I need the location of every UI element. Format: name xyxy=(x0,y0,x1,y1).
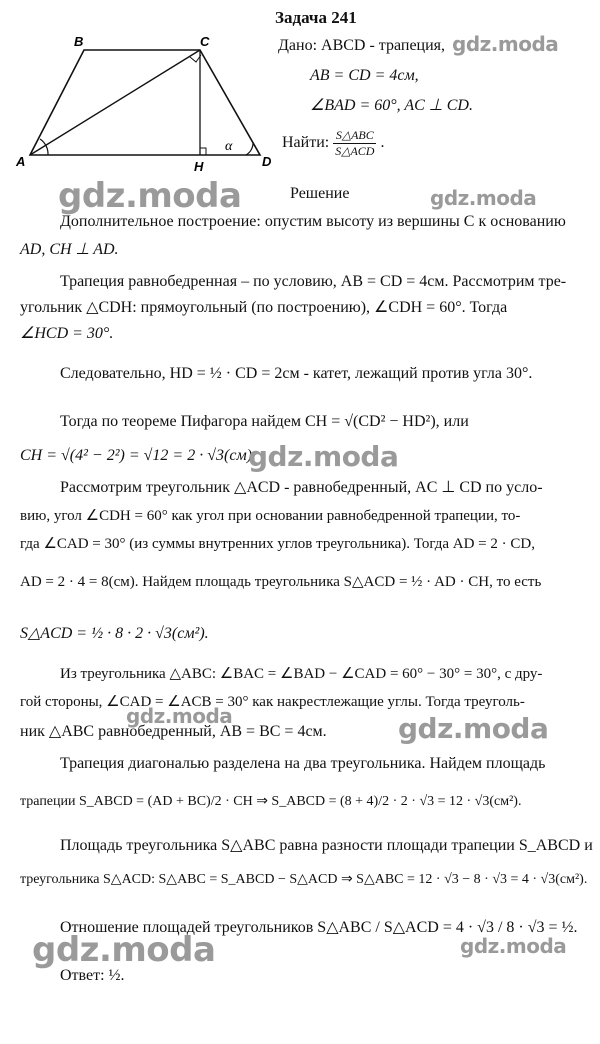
solution-line-6: Следовательно, HD = ½ · CD = 2см - катет, лежащий против угла 30°. xyxy=(60,365,533,382)
solution-heading: Решение xyxy=(290,185,350,202)
solution-line-15: гой стороны, ∠CAD = ∠ACB = 30° как накрестлежащие углы. Тогда треуголь- xyxy=(20,694,525,710)
watermark-7: gdz.moda xyxy=(32,930,216,970)
given-line-3: ∠BAD = 60°, AC ⊥ CD. xyxy=(310,97,473,114)
given-line-2: AB = CD = 4см, xyxy=(310,67,419,84)
watermark-5: gdz.moda xyxy=(126,704,233,728)
watermark-1: gdz.moda xyxy=(452,32,559,56)
find-label: Найти: xyxy=(282,134,330,152)
solution-line-5: ∠HCD = 30°. xyxy=(20,325,114,342)
solution-line-2: AD, CH ⊥ AD. xyxy=(20,241,119,258)
label-a: A xyxy=(16,154,26,169)
solution-line-16: ник △ABC равнобедренный, AB = BC = 4см. xyxy=(20,723,327,740)
label-d: D xyxy=(262,154,272,169)
watermark-6: gdz.moda xyxy=(398,712,549,745)
label-c: C xyxy=(200,34,210,49)
problem-title: Задача 241 xyxy=(275,8,357,27)
watermark-2: gdz.moda xyxy=(58,176,242,216)
watermark-4: gdz.moda xyxy=(248,440,399,473)
find-block xyxy=(282,128,384,159)
label-alpha: α xyxy=(225,139,233,154)
solution-line-10: вию, угол ∠CDH = 60° как угол при основании равнобедренной трапеции, то- xyxy=(20,508,521,524)
solution-line-14: Из треугольника △ABC: ∠BAC = ∠BAD − ∠CAD = 60° − 30° = 30°, с дру- xyxy=(60,666,543,682)
label-b: B xyxy=(74,34,84,49)
label-h: H xyxy=(194,159,204,174)
solution-line-18: трапеции S_ABCD = (AD + BC)/2 · CH ⇒ S_ABCD = (8 + 4)/2 · 2 · √3 = 12 · √3(см²). xyxy=(20,794,522,809)
solution-line-1: Дополнительное построение: опустим высоту из вершины C к основанию xyxy=(60,213,566,230)
solution-line-21: Отношение площадей треугольников S△ABC / S△ACD = 4 · √3 / 8 · √3 = ½. xyxy=(60,919,578,936)
solution-line-13: S△ACD = ½ · 8 · 2 · √3(см²). xyxy=(20,625,209,642)
solution-line-9: Рассмотрим треугольник △ACD - равнобедренный, AC ⊥ CD по усло- xyxy=(60,479,543,496)
solution-line-20: треугольника S△ACD: S△ABC = S_ABCD − S△ACD ⇒ S△ABC = 12 · √3 − 8 · √3 = 4 · √3(см²). xyxy=(20,872,588,887)
find-end: . xyxy=(380,134,385,152)
find-numerator: S△ABC xyxy=(333,128,376,144)
solution-line-7: Тогда по теореме Пифагора найдем CH = √(CD² − HD²), или xyxy=(60,413,469,430)
answer-line: Ответ: ½. xyxy=(60,967,125,984)
solution-line-3: Трапеция равнобедренная – по условию, AB = CD = 4см. Рассмотрим тре- xyxy=(60,273,567,290)
solution-line-19: Площадь треугольника S△ABC равна разности площади трапеции S_ABCD и xyxy=(60,837,593,854)
given-line-1: Дано: ABCD - трапеция, xyxy=(278,37,446,54)
trapezoid-diagram xyxy=(10,30,280,180)
solution-line-12: AD = 2 · 4 = 8(см). Найдем площадь треугольника S△ACD = ½ · AD · CH, то есть xyxy=(20,574,542,590)
diagonal-ac xyxy=(30,50,200,155)
watermark-3: gdz.moda xyxy=(430,186,537,210)
find-denominator: S△ACD xyxy=(335,144,375,158)
solution-line-11: гда ∠CAD = 30° (из суммы внутренних углов треугольника). Тогда AD = 2 · CD, xyxy=(20,536,535,552)
watermark-8: gdz.moda xyxy=(460,934,567,958)
solution-line-8: CH = √(4² − 2²) = √12 = 2 · √3(см). xyxy=(20,447,256,464)
solution-line-17: Трапеция диагональю разделена на два треугольника. Найдем площадь xyxy=(60,755,546,772)
solution-line-4: угольник △CDH: прямоугольный (по построению), ∠CDH = 60°. Тогда xyxy=(20,299,508,316)
